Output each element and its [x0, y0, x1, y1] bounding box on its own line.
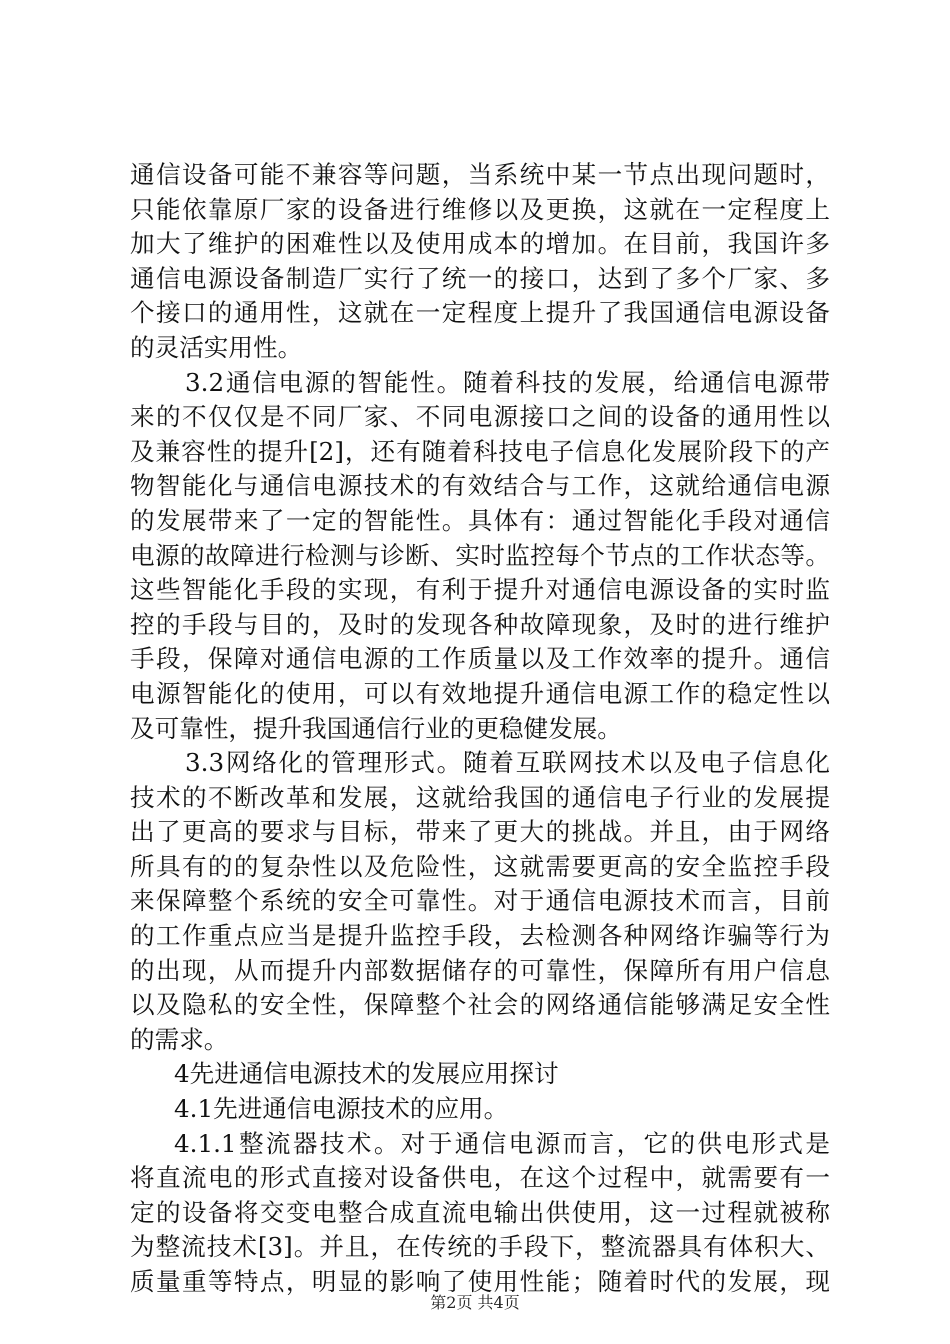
section-heading-4: 4先进通信电源技术的发展应用探讨 — [174, 1059, 559, 1089]
text-line: 的出现，从而提升内部数据储存的可靠性，保障所有用户信息 — [130, 955, 830, 985]
text-line: 电源的故障进行检测与诊断、实时监控每个节点的工作状态等。 — [130, 540, 830, 570]
text-line: 的需求。 — [130, 1024, 229, 1054]
text-line: 手段，保障对通信电源的工作质量以及工作效率的提升。通信 — [130, 644, 830, 674]
text-line: 的发展带来了一定的智能性。具体有：通过智能化手段对通信 — [130, 505, 830, 535]
text-line: 这些智能化手段的实现，有利于提升对通信电源设备的实时监 — [130, 575, 830, 605]
text-line: 物智能化与通信电源技术的有效结合与工作，这就给通信电源 — [130, 471, 830, 501]
text-line: 控的手段与目的，及时的发现各种故障现象，及时的进行维护 — [130, 609, 830, 639]
text-line: 及兼容性的提升[2]，还有随着科技电子信息化发展阶段下的产 — [130, 436, 830, 466]
text-line: 来保障整个系统的安全可靠性。对于通信电源技术而言，目前 — [130, 886, 830, 916]
text-line: 质量重等特点，明显的影响了使用性能；随着时代的发展，现 — [130, 1267, 830, 1296]
text-line: 的工作重点应当是提升监控手段，去检测各种网络诈骗等行为 — [130, 921, 830, 951]
text-line: 的灵活实用性。 — [130, 332, 303, 362]
text-line: 出了更高的要求与目标，带来了更大的挑战。并且，由于网络 — [130, 817, 830, 847]
section-heading-3-3: 3.3网络化的管理形式。随着互联网技术以及电子信息化 — [185, 748, 830, 778]
text-line: 将直流电的形式直接对设备供电，在这个过程中，就需要有一 — [130, 1163, 830, 1193]
text-line: 所具有的的复杂性以及危险性，这就需要更高的安全监控手段 — [130, 851, 830, 881]
text-line: 通信电源设备制造厂实行了统一的接口，达到了多个厂家、多 — [130, 263, 830, 293]
section-heading-4-1: 4.1先进通信电源技术的应用。 — [174, 1094, 509, 1124]
text-line: 来的不仅仅是不同厂家、不同电源接口之间的设备的通用性以 — [130, 402, 830, 432]
text-line: 个接口的通用性，这就在一定程度上提升了我国通信电源设备 — [130, 298, 830, 328]
text-line: 技术的不断改革和发展，这就给我国的通信电子行业的发展提 — [130, 782, 830, 812]
text-line: 电源智能化的使用，可以有效地提升通信电源工作的稳定性以 — [130, 678, 830, 708]
body-text — [130, 158, 830, 1300]
section-heading-3-2: 3.2通信电源的智能性。随着科技的发展，给通信电源带 — [185, 367, 830, 397]
section-heading-4-1-1: 4.1.1整流器技术。对于通信电源而言，它的供电形式是 — [174, 1128, 830, 1158]
text-line: 定的设备将交变电整合成直流电输出供使用，这一过程就被称 — [130, 1197, 830, 1227]
text-line: 加大了维护的困难性以及使用成本的增加。在目前，我国许多 — [130, 229, 830, 259]
text-line: 及可靠性，提升我国通信行业的更稳健发展。 — [130, 713, 622, 743]
text-line: 通信设备可能不兼容等问题，当系统中某一节点出现问题时， — [130, 160, 830, 189]
text-line: 只能依靠原厂家的设备进行维修以及更换，这就在一定程度上 — [130, 194, 830, 224]
text-line: 以及隐私的安全性，保障整个社会的网络通信能够满足安全性 — [130, 990, 830, 1020]
page-number-footer: 第2页 共4页 — [430, 1293, 520, 1312]
text-line: 为整流技术[3]。并且，在传统的手段下，整流器具有体积大、 — [130, 1232, 830, 1262]
